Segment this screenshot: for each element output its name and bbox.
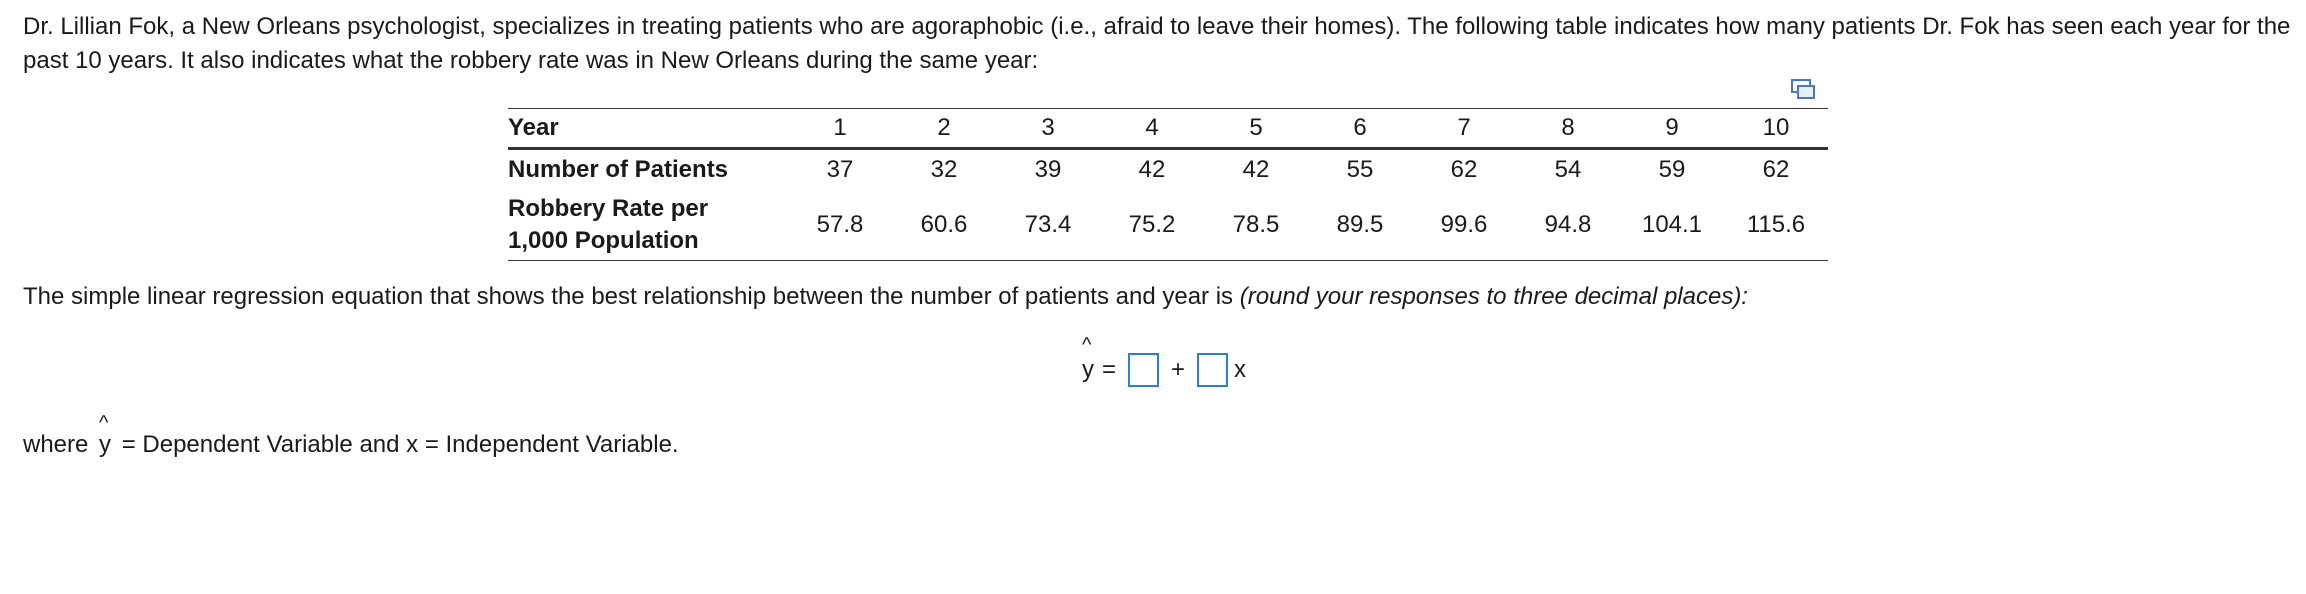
robbery-cell: 60.6: [892, 190, 996, 261]
year-cell: 10: [1724, 109, 1828, 149]
year-cell: 1: [788, 109, 892, 149]
intercept-input[interactable]: [1128, 353, 1159, 387]
patients-cell: 32: [930, 156, 958, 183]
problem-intro: Dr. Lillian Fok, a New Orleans psychologist, specializes in treating patients who are agoraphobic (i.e., afraid to leave their homes). The following table indicates how many patients Dr. Fok has seen each year for the past 10 years. It also indicates what the robbery rate was in New Orleans during the same year:: [23, 13, 2291, 74]
year-cell: 2: [892, 109, 996, 149]
robbery-cell: 78.5: [1204, 190, 1308, 261]
where-suffix: = Dependent Variable and x = Independent Variable.: [115, 431, 679, 458]
robbery-label: [508, 190, 788, 261]
copy-data-icon[interactable]: [1790, 78, 1816, 100]
year-cell: 3: [996, 109, 1100, 149]
robbery-cell: 104.1: [1620, 190, 1724, 261]
patients-cell: 62: [1450, 156, 1478, 183]
robbery-cell: 73.4: [996, 190, 1100, 261]
robbery-label-line1: Robbery Rate per: [508, 195, 709, 222]
equals-sign: =: [1102, 356, 1117, 383]
y-hat-symbol: [1080, 334, 1096, 384]
question-main: The simple linear regression equation that shows the best relationship between the number of patients and year is: [23, 283, 1240, 310]
question-instruction: (round your responses to three decimal places):: [1239, 283, 1748, 310]
patients-cell: 59: [1658, 156, 1686, 183]
hat-glyph: ^: [1082, 334, 1092, 356]
robbery-cell: 115.6: [1724, 190, 1828, 261]
year-cell: 5: [1204, 109, 1308, 149]
year-cell: 9: [1620, 109, 1724, 149]
patients-cell: 42: [1138, 156, 1166, 183]
patients-cell: 42: [1242, 156, 1270, 183]
patients-cell: 55: [1346, 156, 1374, 183]
patients-row: [508, 149, 1828, 191]
year-cell: 8: [1516, 109, 1620, 149]
patients-cell: 62: [1762, 156, 1790, 183]
robbery-label-line2: 1,000 Population: [508, 227, 699, 254]
robbery-cell: 57.8: [788, 190, 892, 261]
regression-equation: [1080, 334, 1247, 390]
question-text: [23, 280, 1748, 314]
y-glyph: y: [99, 431, 112, 458]
year-cell: 7: [1412, 109, 1516, 149]
robbery-row: [508, 190, 1828, 261]
y-hat-symbol: [97, 412, 113, 462]
year-cell: 4: [1100, 109, 1204, 149]
data-table: [508, 108, 1828, 261]
slope-input[interactable]: [1197, 353, 1228, 387]
patients-label: Number of Patients: [508, 156, 729, 183]
year-row: [508, 109, 1828, 149]
robbery-cell: 99.6: [1412, 190, 1516, 261]
patients-cell: 39: [1034, 156, 1062, 183]
patients-cell: 54: [1554, 156, 1582, 183]
year-label: Year: [508, 109, 788, 149]
variable-definition: [23, 412, 679, 462]
y-glyph: y: [1082, 356, 1094, 383]
robbery-cell: 89.5: [1308, 190, 1412, 261]
hat-glyph: ^: [99, 412, 109, 434]
patients-cell: 37: [826, 156, 854, 183]
robbery-cell: 75.2: [1100, 190, 1204, 261]
robbery-cell: 94.8: [1516, 190, 1620, 261]
year-cell: 6: [1308, 109, 1412, 149]
plus-sign: +: [1171, 356, 1186, 383]
where-prefix: where: [23, 431, 96, 458]
x-variable: x: [1234, 356, 1247, 383]
